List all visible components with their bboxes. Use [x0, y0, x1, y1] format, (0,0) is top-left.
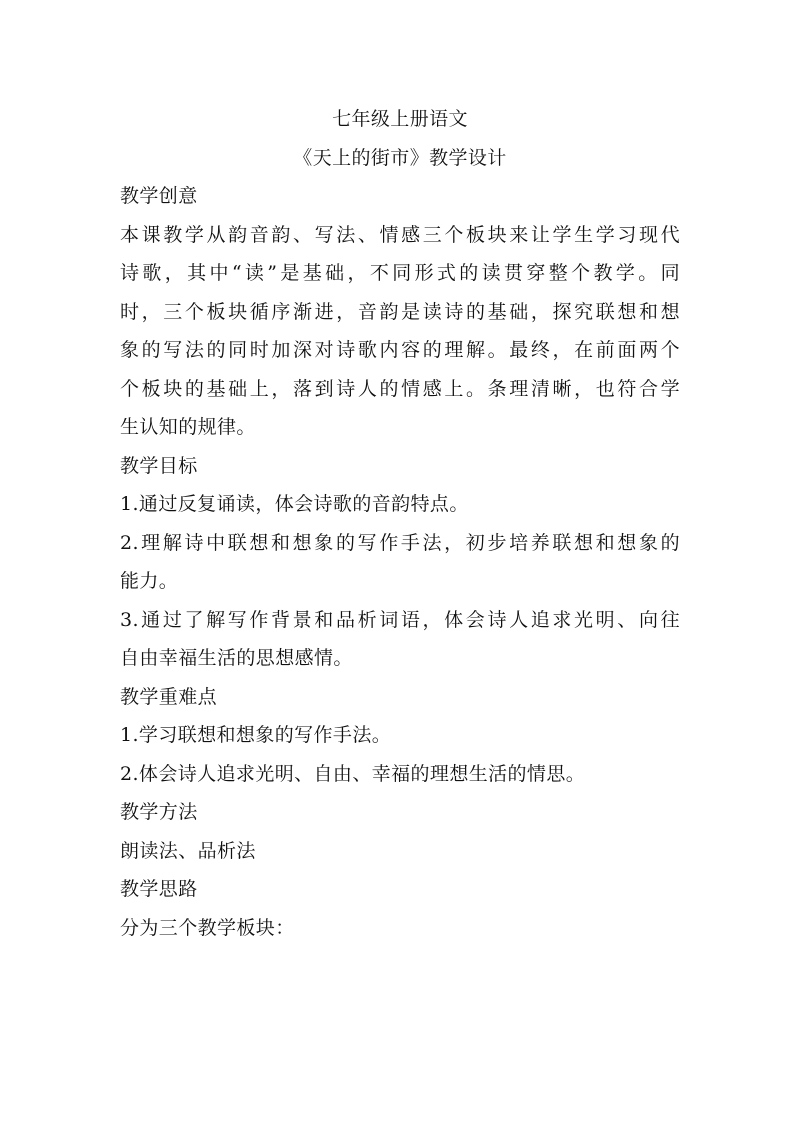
paragraph-creativity [120, 216, 680, 447]
list-item-line: 2.体会诗人追求光明、自由、幸福的理想生活的情思。 [120, 762, 586, 785]
list-item-line: 能力。 [120, 570, 179, 592]
section-heading-approach: 教学思路 [120, 878, 198, 900]
section-heading-methods: 教学方法 [120, 801, 198, 823]
list-item-line: 自由幸福生活的思想感情。 [120, 647, 353, 669]
goal-item-2 [120, 524, 680, 601]
paragraph-line: 象的写法的同时加深对诗歌内容的理解。最终，在前面两个 [120, 339, 680, 361]
section-heading-creativity: 教学创意 [120, 185, 198, 207]
paragraph-line: 时，三个板块循序渐进，音韵是读诗的基础，探究联想和想 [120, 300, 680, 323]
goal-item-3 [120, 601, 680, 678]
paragraph-line: 分为三个教学板块： [120, 916, 295, 939]
goal-item-1 [120, 485, 680, 524]
approach-text [120, 909, 680, 948]
paragraph-line: 诗歌，其中“读”是基础，不同形式的读贯穿整个教学。同 [120, 262, 680, 284]
document-body [120, 100, 680, 947]
paragraph-line: 朗读法、品析法 [120, 839, 256, 862]
paragraph-line: 个板块的基础上，落到诗人的情感上。条理清晰，也符合学 [120, 377, 680, 400]
list-item-line: 3.通过了解写作背景和品析词语，体会诗人追求光明、向往 [120, 608, 680, 631]
document-subtitle: 《天上的街市》教学设计 [293, 146, 507, 169]
list-item-line: 2.理解诗中联想和想象的写作手法，初步培养联想和想象的 [120, 531, 680, 554]
key-point-item-2 [120, 755, 680, 794]
section-heading-key-points: 教学重难点 [120, 685, 218, 708]
key-point-item-1 [120, 716, 680, 755]
methods-text [120, 832, 680, 871]
list-item-line: 1.学习联想和想象的写作手法。 [120, 724, 392, 746]
paragraph-line: 本课教学从韵音韵、写法、情感三个板块来让学生学习现代 [120, 223, 680, 246]
list-item-line: 1.通过反复诵读，体会诗歌的音韵特点。 [120, 493, 469, 515]
document-title: 七年级上册语文 [332, 108, 468, 130]
section-heading-goals: 教学目标 [120, 454, 198, 477]
paragraph-line: 生认知的规律。 [120, 416, 256, 438]
